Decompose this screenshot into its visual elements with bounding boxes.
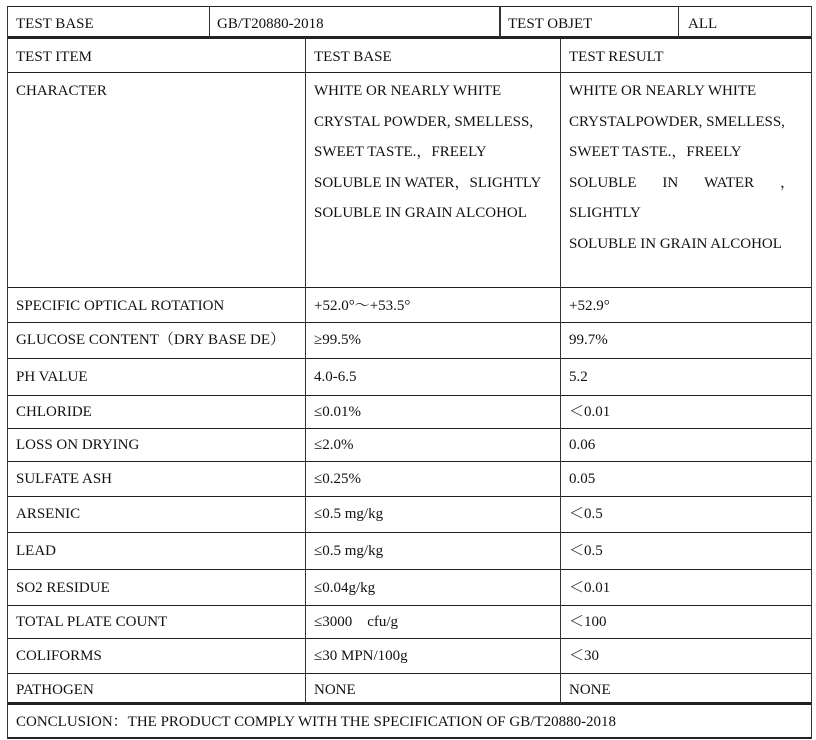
row-result: ＜0.01: [569, 404, 611, 420]
row-base: ≤2.0%: [314, 437, 354, 453]
row-result: ＜30: [569, 648, 600, 664]
header-divider-2: [499, 6, 501, 38]
character-base-line: WHITE OR NEARLY WHITE: [314, 83, 502, 99]
row-border: [7, 569, 812, 570]
top-border: [7, 6, 812, 7]
row-result: NONE: [569, 682, 611, 698]
row-border: [7, 532, 812, 533]
row-item: PH VALUE: [16, 369, 88, 385]
conclusion-text: CONCLUSION：THE PRODUCT COMPLY WITH THE SPECIFICATION OF GB/T20880-2018: [16, 714, 617, 730]
character-base-line: SWEET TASTE.，FREELY: [314, 144, 487, 160]
row-item: ARSENIC: [16, 506, 81, 522]
character-result-justified-line: [569, 168, 795, 199]
row-border: [7, 496, 812, 497]
row-base: ≤0.04g/kg: [314, 580, 376, 596]
header-divider-1: [209, 6, 210, 38]
column-header-result: TEST RESULT: [569, 49, 664, 65]
character-result-line: SOLUBLE IN GRAIN ALCOHOL: [569, 235, 782, 252]
conclusion-bottom-border: [7, 737, 812, 739]
right-border: [811, 6, 812, 739]
row-item: SULFATE ASH: [16, 471, 112, 487]
test-base-value: GB/T20880-2018: [217, 16, 324, 32]
character-result-line: SWEET TASTE.，FREELY: [569, 144, 742, 160]
row-item: COLIFORMS: [16, 648, 102, 664]
character-base-line: CRYSTAL POWDER, SMELLESS,: [314, 113, 534, 130]
column-header-item: TEST ITEM: [16, 49, 92, 65]
character-result-line: CRYSTALPOWDER, SMELLESS,: [569, 113, 785, 130]
character-row-border: [7, 287, 812, 288]
row-result: +52.9°: [569, 298, 610, 314]
table-bottom-border: [7, 702, 812, 705]
character-result-text: [569, 76, 795, 259]
row-item: CHLORIDE: [16, 404, 92, 420]
row-border: [7, 605, 812, 606]
row-result: 5.2: [569, 369, 588, 385]
character-result-word: WATER: [704, 174, 755, 191]
column-divider-1: [305, 38, 306, 704]
character-base-line: SOLUBLE IN WATER，SLIGHTLY: [314, 174, 542, 191]
row-border: [7, 461, 812, 462]
character-result-word: SOLUBLE: [569, 174, 637, 191]
header-divider-3: [678, 6, 679, 38]
test-object-value: ALL: [688, 16, 718, 32]
row-border: [7, 638, 812, 639]
row-border: [7, 358, 812, 359]
row-item: TOTAL PLATE COUNT: [16, 614, 168, 630]
test-object-label: TEST OBJET: [508, 16, 593, 32]
test-base-label: TEST BASE: [16, 16, 94, 32]
row-base: ≤0.5 mg/kg: [314, 543, 384, 559]
row-item: PATHOGEN: [16, 682, 94, 698]
row-border: [7, 395, 812, 396]
row-result: ＜0.5: [569, 506, 603, 522]
row-base: ≤30 MPN/100g: [314, 648, 408, 664]
character-result-word: IN: [662, 174, 679, 191]
row-item: GLUCOSE CONTENT（DRY BASE DE）: [16, 332, 286, 348]
row-base: ≤3000 cfu/g: [314, 614, 399, 630]
row-base: ≤0.5 mg/kg: [314, 506, 384, 522]
character-item: CHARACTER: [16, 83, 107, 99]
row-border: [7, 322, 812, 323]
row-result: ＜0.01: [569, 580, 611, 596]
row-base: +52.0°～+53.5°: [314, 298, 411, 314]
character-result-line: WHITE OR NEARLY WHITE: [569, 83, 757, 99]
row-item: LOSS ON DRYING: [16, 437, 140, 453]
column-header-border: [7, 72, 812, 73]
row-result: 0.06: [569, 437, 596, 453]
column-divider-2: [560, 38, 561, 704]
row-result: 0.05: [569, 471, 596, 487]
row-base: 4.0-6.5: [314, 369, 357, 385]
header-bottom-border: [7, 36, 812, 39]
character-result-word: ，: [779, 174, 795, 191]
row-item: SO2 RESIDUE: [16, 580, 110, 596]
row-item: SPECIFIC OPTICAL ROTATION: [16, 298, 225, 314]
row-border: [7, 673, 812, 674]
column-header-base: TEST BASE: [314, 49, 392, 65]
row-item: LEAD: [16, 543, 56, 559]
row-base: ≤0.25%: [314, 471, 361, 487]
character-base-text: [314, 76, 541, 229]
row-border: [7, 428, 812, 429]
row-result: 99.7%: [569, 332, 608, 348]
row-base: ≥99.5%: [314, 332, 361, 348]
character-result-line: SLIGHTLY: [569, 205, 641, 221]
character-base-line: SOLUBLE IN GRAIN ALCOHOL: [314, 205, 527, 221]
row-result: ＜0.5: [569, 543, 603, 559]
left-border: [7, 6, 8, 739]
row-result: ＜100: [569, 614, 607, 630]
row-base: ≤0.01%: [314, 404, 361, 420]
row-base: NONE: [314, 682, 356, 698]
